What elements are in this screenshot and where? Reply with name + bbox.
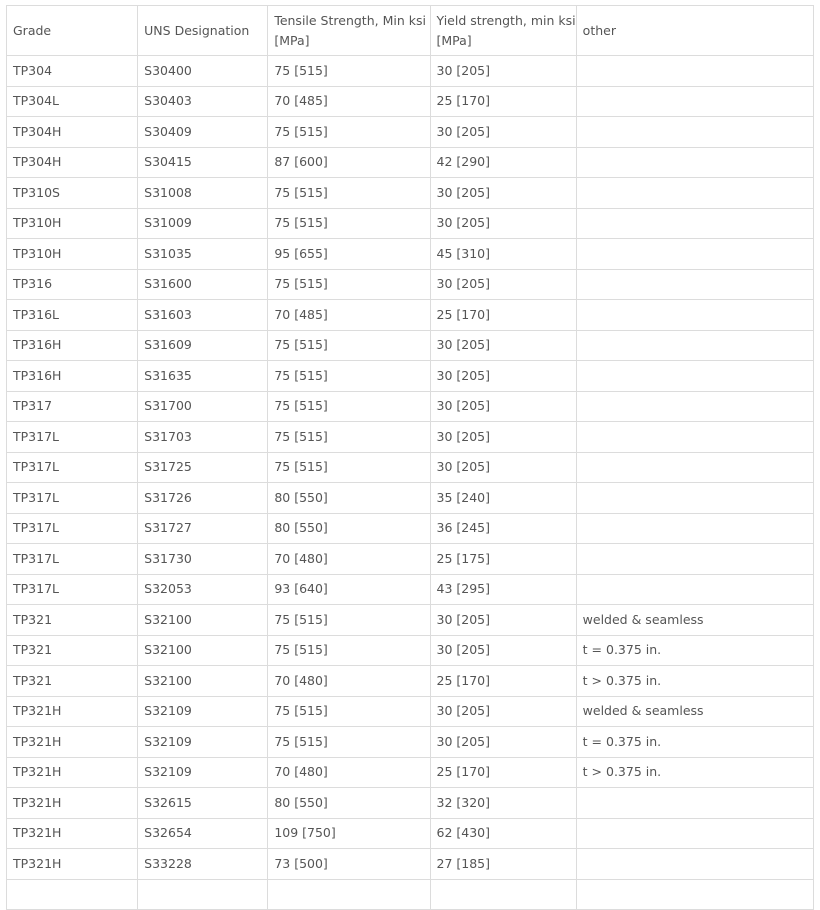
cell-tensile: 70 [480] — [268, 757, 430, 788]
cell-grade: TP310H — [7, 208, 138, 239]
cell-grade: TP317L — [7, 513, 138, 544]
cell-uns: S30409 — [138, 117, 268, 148]
cell-other: welded & seamless — [576, 605, 813, 636]
cell-grade: TP317L — [7, 574, 138, 605]
cell-grade: TP304L — [7, 86, 138, 117]
cell-other: welded & seamless — [576, 696, 813, 727]
cell-uns: S32109 — [138, 757, 268, 788]
cell-uns — [138, 879, 268, 910]
cell-other: t = 0.375 in. — [576, 727, 813, 758]
cell-other: t > 0.375 in. — [576, 757, 813, 788]
cell-yield: 27 [185] — [430, 849, 576, 880]
cell-other — [576, 86, 813, 117]
table-row — [7, 483, 814, 514]
cell-other — [576, 452, 813, 483]
table-row — [7, 818, 814, 849]
cell-yield: 62 [430] — [430, 818, 576, 849]
table-row — [7, 513, 814, 544]
table-row — [7, 147, 814, 178]
cell-tensile: 75 [515] — [268, 696, 430, 727]
cell-yield: 25 [175] — [430, 544, 576, 575]
cell-uns: S32100 — [138, 635, 268, 666]
cell-other — [576, 513, 813, 544]
cell-tensile: 75 [515] — [268, 422, 430, 453]
cell-tensile: 70 [485] — [268, 300, 430, 331]
cell-other — [576, 269, 813, 300]
cell-yield: 30 [205] — [430, 727, 576, 758]
cell-uns: S32109 — [138, 696, 268, 727]
cell-other — [576, 147, 813, 178]
cell-uns: S32053 — [138, 574, 268, 605]
cell-other — [576, 483, 813, 514]
cell-uns: S31009 — [138, 208, 268, 239]
cell-tensile: 75 [515] — [268, 391, 430, 422]
cell-other — [576, 300, 813, 331]
cell-other — [576, 239, 813, 270]
cell-grade: TP310S — [7, 178, 138, 209]
table-row — [7, 178, 814, 209]
cell-tensile: 73 [500] — [268, 849, 430, 880]
cell-yield: 30 [205] — [430, 422, 576, 453]
table-row — [7, 849, 814, 880]
table-row — [7, 391, 814, 422]
cell-tensile: 80 [550] — [268, 483, 430, 514]
cell-grade: TP321 — [7, 666, 138, 697]
cell-other — [576, 544, 813, 575]
cell-grade — [7, 879, 138, 910]
cell-other — [576, 879, 813, 910]
cell-uns: S31635 — [138, 361, 268, 392]
cell-other — [576, 574, 813, 605]
cell-yield: 25 [170] — [430, 666, 576, 697]
cell-yield: 30 [205] — [430, 178, 576, 209]
cell-grade: TP317L — [7, 452, 138, 483]
cell-uns: S31008 — [138, 178, 268, 209]
cell-grade: TP321H — [7, 788, 138, 819]
table-row — [7, 56, 814, 87]
cell-other: t = 0.375 in. — [576, 635, 813, 666]
table-row — [7, 300, 814, 331]
cell-grade: TP317L — [7, 544, 138, 575]
cell-yield: 45 [310] — [430, 239, 576, 270]
cell-yield: 30 [205] — [430, 605, 576, 636]
table-row — [7, 696, 814, 727]
cell-uns: S31730 — [138, 544, 268, 575]
cell-uns: S31603 — [138, 300, 268, 331]
cell-grade: TP304H — [7, 147, 138, 178]
table-row — [7, 727, 814, 758]
cell-yield — [430, 879, 576, 910]
cell-grade: TP321H — [7, 696, 138, 727]
cell-grade: TP316H — [7, 330, 138, 361]
table-row — [7, 361, 814, 392]
cell-grade: TP316L — [7, 300, 138, 331]
table-row — [7, 605, 814, 636]
grade-properties-table — [6, 5, 814, 910]
cell-other — [576, 208, 813, 239]
header-row — [7, 6, 814, 56]
cell-uns: S31727 — [138, 513, 268, 544]
cell-uns: S32654 — [138, 818, 268, 849]
cell-grade: TP304 — [7, 56, 138, 87]
cell-other — [576, 422, 813, 453]
table-row — [7, 422, 814, 453]
cell-tensile: 75 [515] — [268, 635, 430, 666]
table-row — [7, 208, 814, 239]
cell-uns: S31035 — [138, 239, 268, 270]
cell-tensile: 75 [515] — [268, 361, 430, 392]
cell-grade: TP317L — [7, 483, 138, 514]
cell-uns: S31600 — [138, 269, 268, 300]
cell-grade: TP321 — [7, 605, 138, 636]
cell-uns: S30400 — [138, 56, 268, 87]
cell-tensile: 80 [550] — [268, 513, 430, 544]
cell-tensile: 75 [515] — [268, 208, 430, 239]
cell-grade: TP321H — [7, 849, 138, 880]
cell-uns: S31725 — [138, 452, 268, 483]
cell-yield: 43 [295] — [430, 574, 576, 605]
cell-yield: 30 [205] — [430, 330, 576, 361]
cell-tensile: 75 [515] — [268, 605, 430, 636]
table-row — [7, 544, 814, 575]
cell-yield: 32 [320] — [430, 788, 576, 819]
cell-grade: TP316 — [7, 269, 138, 300]
cell-other — [576, 788, 813, 819]
cell-yield: 30 [205] — [430, 696, 576, 727]
cell-other — [576, 361, 813, 392]
cell-yield: 25 [170] — [430, 300, 576, 331]
cell-tensile: 75 [515] — [268, 117, 430, 148]
cell-yield: 36 [245] — [430, 513, 576, 544]
header-uns-designation: UNS Designation — [138, 6, 268, 56]
table-row — [7, 788, 814, 819]
cell-other — [576, 818, 813, 849]
cell-uns: S31700 — [138, 391, 268, 422]
cell-other: t > 0.375 in. — [576, 666, 813, 697]
cell-other — [576, 117, 813, 148]
table-row — [7, 635, 814, 666]
cell-other — [576, 178, 813, 209]
cell-grade: TP321H — [7, 818, 138, 849]
cell-other — [576, 56, 813, 87]
cell-tensile: 75 [515] — [268, 727, 430, 758]
table-row — [7, 666, 814, 697]
header-tensile-strength: Tensile Strength, Min ksi [MPa] — [268, 6, 430, 56]
cell-uns: S30403 — [138, 86, 268, 117]
cell-tensile: 75 [515] — [268, 330, 430, 361]
cell-grade: TP316H — [7, 361, 138, 392]
cell-tensile: 87 [600] — [268, 147, 430, 178]
cell-uns: S33228 — [138, 849, 268, 880]
cell-tensile: 75 [515] — [268, 56, 430, 87]
cell-grade: TP321 — [7, 635, 138, 666]
cell-uns: S32100 — [138, 605, 268, 636]
cell-yield: 30 [205] — [430, 452, 576, 483]
table-row — [7, 574, 814, 605]
cell-uns: S32100 — [138, 666, 268, 697]
table-row — [7, 86, 814, 117]
cell-tensile: 75 [515] — [268, 452, 430, 483]
cell-yield: 30 [205] — [430, 117, 576, 148]
table-row — [7, 879, 814, 910]
cell-other — [576, 391, 813, 422]
table-body — [7, 56, 814, 910]
header-yield-strength: Yield strength, min ksi [MPa] — [430, 6, 576, 56]
cell-tensile: 70 [480] — [268, 544, 430, 575]
table-row — [7, 330, 814, 361]
cell-uns: S32109 — [138, 727, 268, 758]
cell-grade: TP304H — [7, 117, 138, 148]
cell-yield: 30 [205] — [430, 269, 576, 300]
header-other: other — [576, 6, 813, 56]
cell-tensile: 75 [515] — [268, 269, 430, 300]
cell-tensile: 75 [515] — [268, 178, 430, 209]
cell-yield: 30 [205] — [430, 208, 576, 239]
table-row — [7, 239, 814, 270]
header-grade: Grade — [7, 6, 138, 56]
cell-grade: TP321H — [7, 757, 138, 788]
cell-grade: TP310H — [7, 239, 138, 270]
table-header — [7, 6, 814, 56]
cell-tensile: 95 [655] — [268, 239, 430, 270]
cell-grade: TP317L — [7, 422, 138, 453]
cell-tensile: 70 [485] — [268, 86, 430, 117]
cell-tensile: 80 [550] — [268, 788, 430, 819]
cell-uns: S30415 — [138, 147, 268, 178]
table-row — [7, 269, 814, 300]
cell-tensile — [268, 879, 430, 910]
cell-yield: 30 [205] — [430, 391, 576, 422]
cell-uns: S32615 — [138, 788, 268, 819]
cell-yield: 30 [205] — [430, 635, 576, 666]
cell-uns: S31609 — [138, 330, 268, 361]
cell-uns: S31703 — [138, 422, 268, 453]
cell-grade: TP317 — [7, 391, 138, 422]
cell-yield: 30 [205] — [430, 361, 576, 392]
cell-yield: 30 [205] — [430, 56, 576, 87]
cell-uns: S31726 — [138, 483, 268, 514]
cell-yield: 25 [170] — [430, 86, 576, 117]
cell-other — [576, 330, 813, 361]
cell-tensile: 93 [640] — [268, 574, 430, 605]
table-row — [7, 452, 814, 483]
cell-other — [576, 849, 813, 880]
cell-tensile: 109 [750] — [268, 818, 430, 849]
cell-tensile: 70 [480] — [268, 666, 430, 697]
table-row — [7, 757, 814, 788]
cell-yield: 42 [290] — [430, 147, 576, 178]
table-row — [7, 117, 814, 148]
cell-yield: 25 [170] — [430, 757, 576, 788]
cell-grade: TP321H — [7, 727, 138, 758]
cell-yield: 35 [240] — [430, 483, 576, 514]
